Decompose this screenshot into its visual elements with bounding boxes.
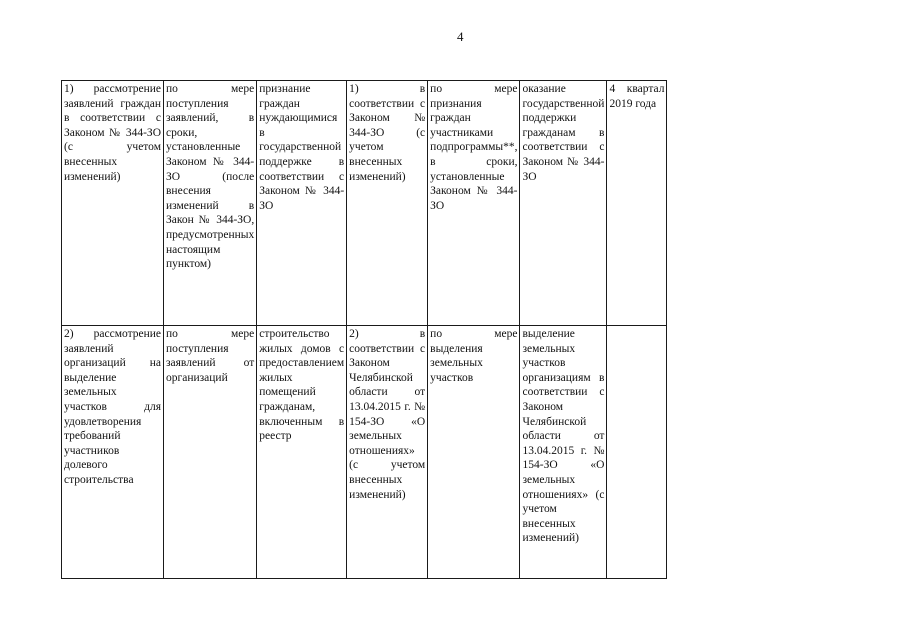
table-row — [62, 326, 667, 579]
table-cell-period: по мере выделения земельных участков — [428, 326, 520, 579]
table-cell-deadline — [607, 326, 667, 579]
table-cell-period: по мере признания граждан участниками подпрограммы**, в сроки, установленные Законом № 344-ЗО — [428, 81, 520, 326]
table-row — [62, 81, 667, 326]
table-cell-result: строительство жилых домов с предоставлением жилых помещений гражданам, включенным в реестр — [257, 326, 347, 579]
table-cell-basis: 2) в соответствии с Законом Челябинской области от 13.04.2015 г. № 154-ЗО «О земельных отношениях» (с учетом внесенных изменений) — [347, 326, 428, 579]
table-cell-basis: 1) в соответствии с Законом № 344-ЗО (с учетом внесенных изменений) — [347, 81, 428, 326]
table-cell-timing: по мере поступления заявлений от организаций — [164, 326, 257, 579]
table-cell-action: 1) рассмотрение заявлений граждан в соответствии с Законом № 344-ЗО (с учетом внесенных изменений) — [62, 81, 164, 326]
table-cell-deadline: 4 квартал 2019 года — [607, 81, 667, 326]
table-cell-outcome: выделение земельных участков организациям в соответствии с Законом Челябинской области от 13.04.2015 г. № 154-ЗО «О земельных отношениях» (с учетом внесенных изменений) — [520, 326, 607, 579]
table-cell-action: 2) рассмотрение заявлений организаций на выделение земельных участков для удовлетворения требований участников долевого строительства — [62, 326, 164, 579]
table-cell-timing: по мере поступления заявлений, в сроки, установленные Законом № 344-ЗО (после внесения изменений в Закон № 344-ЗО, предусмотренных настоящим пунктом) — [164, 81, 257, 326]
activity-table — [61, 80, 667, 579]
page-number: 4 — [457, 29, 464, 44]
table-cell-result: признание граждан нуждающимися в государственной поддержке в соответствии с Законом № 344-ЗО — [257, 81, 347, 326]
table-cell-outcome: оказание государственной поддержки гражданам в соответствии с Законом № 344-ЗО — [520, 81, 607, 326]
